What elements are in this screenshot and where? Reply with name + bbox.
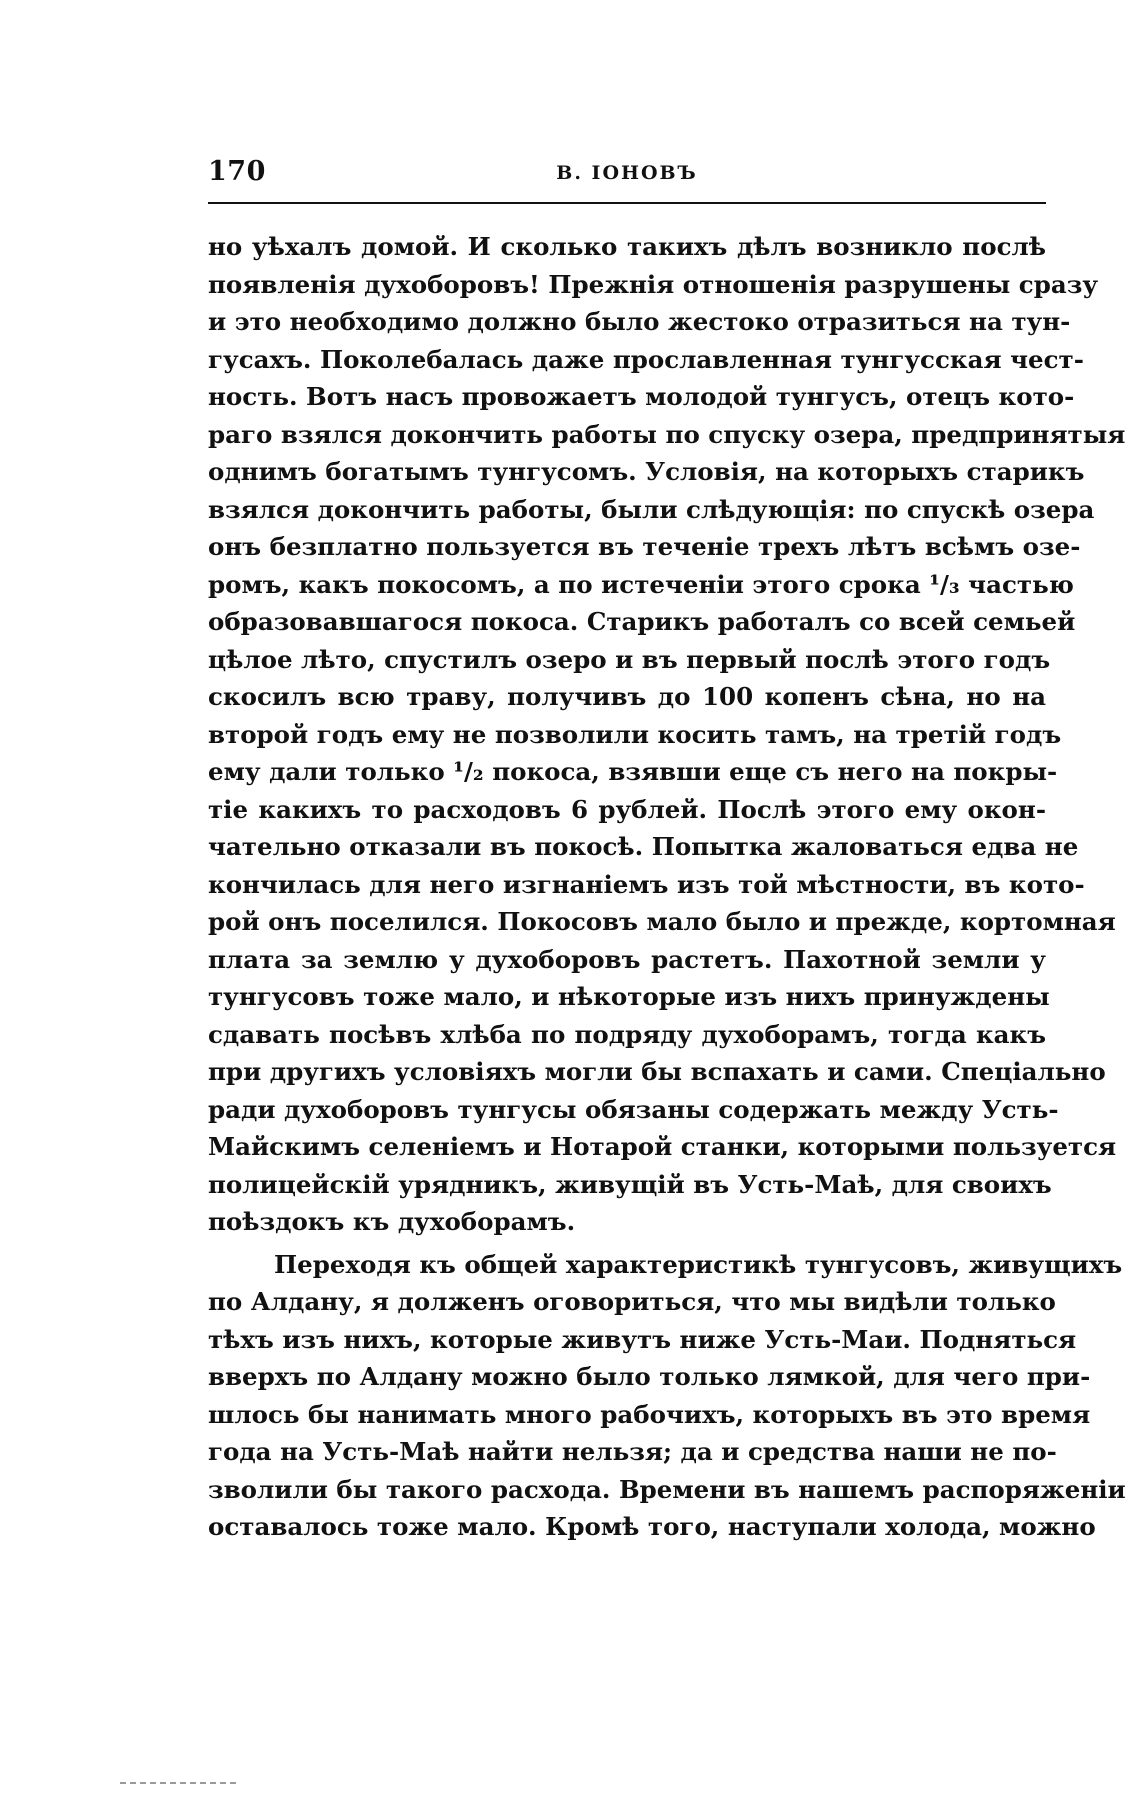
text-line: ему дали только ¹/₂ покоса, взявши еще съ него на покры- [208, 757, 1058, 786]
text-line: взялся докончить работы, были слѣдующія: по спускѣ озера [208, 494, 1095, 524]
text-line: тѣхъ изъ нихъ, которые живутъ ниже Усть-Маи. Подняться [208, 1324, 1077, 1354]
scan-edge-mark [120, 1782, 236, 1784]
text-line: рой онъ поселился. Покосовъ мало было и прежде, кортомная [208, 907, 1116, 936]
header-rule [208, 202, 1046, 204]
text-line: гусахъ. Поколебалась даже прославленная тунгусская чест- [208, 344, 1084, 374]
text-line: однимъ богатымъ тунгусомъ. Условія, на которыхъ старикъ [208, 457, 1085, 486]
text-line: Майскимъ селеніемъ и Нотарой станки, которыми пользуется [208, 1132, 1117, 1161]
text-line: сдавать посѣвъ хлѣба по подряду духоборамъ, тогда какъ [208, 1019, 1046, 1049]
text-line: года на Усть-Маѣ найти нельзя; да и средства наши не по- [208, 1437, 1057, 1466]
text-line: по Алдану, я долженъ оговориться, что мы видѣли только [208, 1287, 1056, 1316]
text-line: при другихъ условіяхъ могли бы вспахать и сами. Спеціально [208, 1057, 1106, 1086]
text-line: вверхъ по Алдану можно было только лямкой, для чего при- [208, 1362, 1091, 1391]
text-line: ромъ, какъ покосомъ, а по истеченіи этого срока ¹/₃ частью [208, 569, 1074, 599]
text-line: шлось бы нанимать много рабочихъ, которыхъ въ это время [208, 1399, 1091, 1429]
paragraph-1 [208, 228, 1126, 1241]
text-line: и это необходимо должно было жестоко отразиться на тун- [208, 307, 1071, 336]
text-line: зволили бы такого расхода. Времени въ нашемъ распоряженіи [208, 1474, 1126, 1504]
page-number: 170 [208, 156, 266, 187]
running-head [208, 150, 1046, 202]
text-line: полицейскій урядникъ, живущій въ Усть-Маѣ, для своихъ [208, 1169, 1052, 1199]
text-line: чательно отказали въ покосѣ. Попытка жаловаться едва не [208, 832, 1079, 861]
text-line: появленія духоборовъ! Прежнія отношенія разрушены сразу [208, 269, 1099, 299]
text-line: но уѣхалъ домой. И сколько такихъ дѣлъ возникло послѣ [208, 232, 1046, 261]
text-line: скосилъ всю траву, получивъ до 100 копенъ сѣна, но на [208, 682, 1046, 711]
text-line: тіе какихъ то расходовъ 6 рублей. Послѣ этого ему окон- [208, 794, 1046, 824]
text-line: онъ безплатно пользуется въ теченіе трехъ лѣтъ всѣмъ озе- [208, 532, 1081, 561]
text-line: поѣздокъ къ духоборамъ. [208, 1207, 576, 1236]
body-text [208, 228, 1126, 1546]
text-line: ность. Вотъ насъ провожаетъ молодой тунгусъ, отецъ кото- [208, 382, 1075, 411]
text-line: тунгусовъ тоже мало, и нѣкоторые изъ нихъ принуждены [208, 982, 1050, 1011]
text-line: плата за землю у духоборовъ растетъ. Пахотной земли у [208, 944, 1046, 974]
text-line: оставалось тоже мало. Кромѣ того, наступали холода, можно [208, 1512, 1096, 1541]
text-line: кончилась для него изгнаніемъ изъ той мѣстности, въ кото- [208, 869, 1085, 899]
paragraph-2 [208, 1246, 1126, 1546]
text-line: ради духоборовъ тунгусы обязаны содержать между Усть- [208, 1094, 1059, 1124]
text-line: раго взялся докончить работы по спуску озера, предпринятыя [208, 419, 1126, 449]
running-title: В. ІОНОВЪ [556, 162, 698, 184]
text-line: образовавшагося покоса. Старикъ работалъ со всей семьей [208, 607, 1076, 636]
text-line: второй годъ ему не позволили косить тамъ, на третій годъ [208, 719, 1062, 749]
text-line: Переходя къ общей характеристикѣ тунгусовъ, живущихъ [274, 1249, 1123, 1279]
text-line: цѣлое лѣто, спустилъ озеро и въ первый послѣ этого годъ [208, 644, 1051, 674]
